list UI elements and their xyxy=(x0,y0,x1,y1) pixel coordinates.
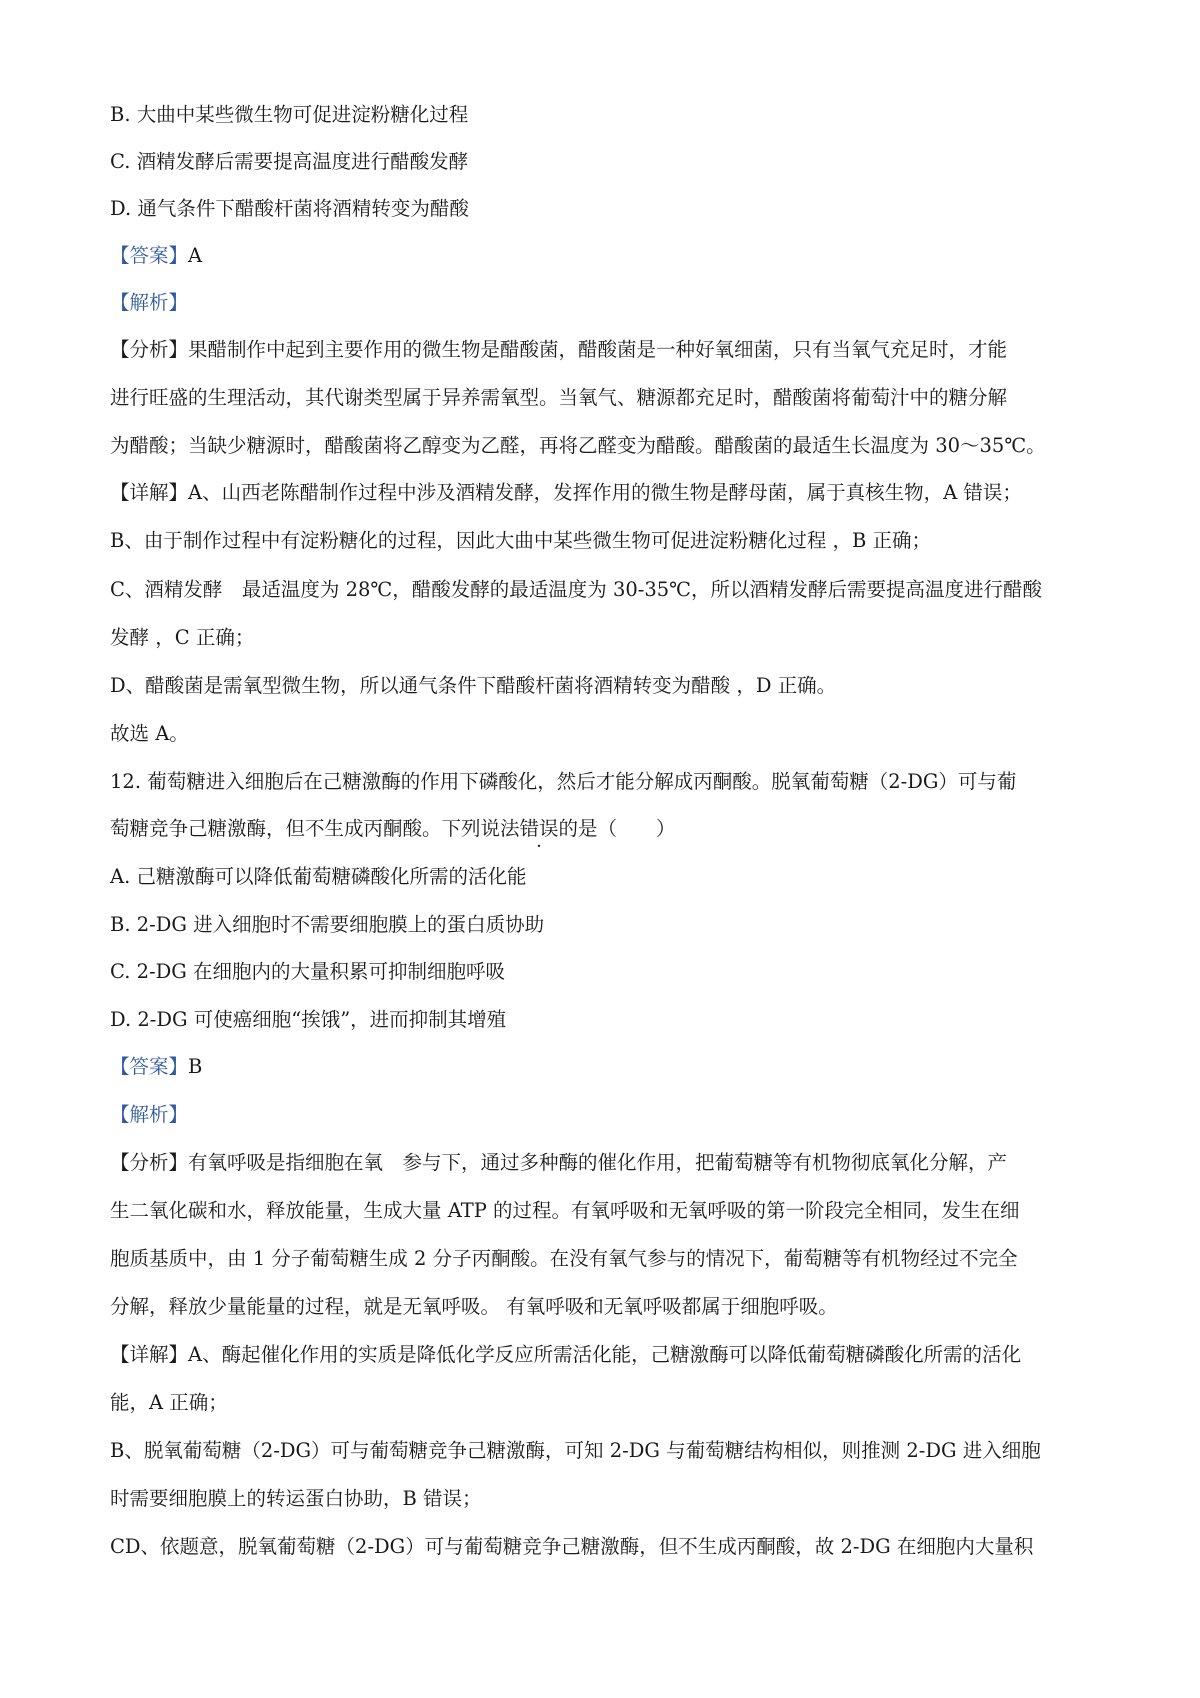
q11-text-line: 为醋酸；当缺少糖源时，醋酸菌将乙醇变为乙醛，再将乙醛变为醋酸。醋酸菌的最适生长温度为 30～35℃。 xyxy=(110,434,1046,457)
q12-explain-label: 【解析】 xyxy=(110,1103,189,1126)
q12-stem-line: 12. 葡萄糖进入细胞后在己糖激酶的作用下磷酸化，然后才能分解成丙酮酸。脱氧葡萄糖（2-DG）可与葡 xyxy=(110,770,1017,793)
q11-option-c: C. 酒精发酵后需要提高温度进行醋酸发酵 xyxy=(110,150,469,173)
q11-option-d: D. 通气条件下醋酸杆菌将酒精转变为醋酸 xyxy=(110,197,469,220)
q12-text-line: 生二氧化碳和水，释放能量，生成大量 ATP 的过程。有氧呼吸和无氧呼吸的第一阶段完全相同，发生在细 xyxy=(110,1199,1020,1222)
stem-text: 萄糖竞争己糖激酶，但不生成丙酮酸。下列说法 xyxy=(110,817,520,840)
answer-value: B xyxy=(188,1055,203,1078)
q11-text-line: 【分析】果醋制作中起到主要作用的微生物是醋酸菌，醋酸菌是一种好氧细菌，只有当氧气充足时，才能 xyxy=(110,338,1008,361)
q12-text-line: 【分析】有氧呼吸是指细胞在氧 参与下，通过多种酶的催化作用，把葡萄糖等有机物彻底氧化分解，产 xyxy=(110,1151,1008,1174)
stem-text: 的是（ ） xyxy=(558,817,676,840)
q12-answer xyxy=(110,1052,1100,1082)
q11-text-line: D、醋酸菌是需氧型微生物，所以通气条件下醋酸杆菌将酒精转变为醋酸 ，D 正确。 xyxy=(110,674,837,697)
q12-option-a: A. 己糖激酶可以降低葡萄糖磷酸化所需的活化能 xyxy=(110,865,527,888)
q12-text-line: 能，A 正确； xyxy=(110,1391,228,1414)
q12-option-d: D. 2-DG 可使癌细胞“挨饿”，进而抑制其增殖 xyxy=(110,1008,507,1031)
answer-value: A xyxy=(188,244,203,267)
q12-text-line: 分解，释放少量能量的过程，就是无氧呼吸。 有氧呼吸和无氧呼吸都属于细胞呼吸。 xyxy=(110,1295,838,1318)
q11-explain-label: 【解析】 xyxy=(110,291,189,314)
q11-text-line: C、酒精发酵 最适温度为 28℃，醋酸发酵的最适温度为 30-35℃，所以酒精发酵后需要提高温度进行醋酸 xyxy=(110,578,1042,601)
q11-text-line: 发酵 ，C 正确； xyxy=(110,626,255,649)
answer-label: 【答案】 xyxy=(110,1055,189,1078)
q12-stem-line xyxy=(110,814,1100,844)
q11-answer xyxy=(110,241,1100,271)
q12-text-line: B、脱氧葡萄糖（2-DG）可与葡萄糖竞争己糖激酶，可知 2-DG 与葡萄糖结构相似，则推测 2-DG 进入细胞 xyxy=(110,1439,1041,1462)
q11-option-b: B. 大曲中某些微生物可促进淀粉糖化过程 xyxy=(110,103,469,126)
q12-text-line: 时需要细胞膜上的转运蛋白协助，B 错误； xyxy=(110,1487,482,1510)
q12-option-b: B. 2-DG 进入细胞时不需要细胞膜上的蛋白质协助 xyxy=(110,913,545,936)
q12-text-line: 【详解】A、酶起催化作用的实质是降低化学反应所需活化能，己糖激酶可以降低葡萄糖磷酸化所需的活化 xyxy=(110,1343,1022,1366)
q11-conclusion: 故选 A。 xyxy=(110,722,189,745)
q11-text-line: 【详解】A、山西老陈醋制作过程中涉及酒精发酵，发挥作用的微生物是酵母菌，属于真核生物，A 错误； xyxy=(110,481,1022,504)
q11-text-line: 进行旺盛的生理活动，其代谢类型属于异养需氧型。当氧气、糖源都充足时，醋酸菌将葡萄汁中的糖分解 xyxy=(110,386,1008,409)
answer-label: 【答案】 xyxy=(110,244,189,267)
emphasized-word: 错误 xyxy=(519,817,559,840)
q11-text-line: B、由于制作过程中有淀粉糖化的过程，因此大曲中某些微生物可促进淀粉糖化过程 ，B 正确； xyxy=(110,529,932,552)
q12-text-line: 胞质基质中，由 1 分子葡萄糖生成 2 分子丙酮酸。在没有氧气参与的情况下，葡萄糖等有机物经过不完全 xyxy=(110,1247,1018,1270)
q12-text-line: CD、依题意，脱氧葡萄糖（2-DG）可与葡萄糖竞争己糖激酶，但不生成丙酮酸，故 2-DG 在细胞内大量积 xyxy=(110,1535,1034,1558)
q12-option-c: C. 2-DG 在细胞内的大量积累可抑制细胞呼吸 xyxy=(110,960,506,983)
